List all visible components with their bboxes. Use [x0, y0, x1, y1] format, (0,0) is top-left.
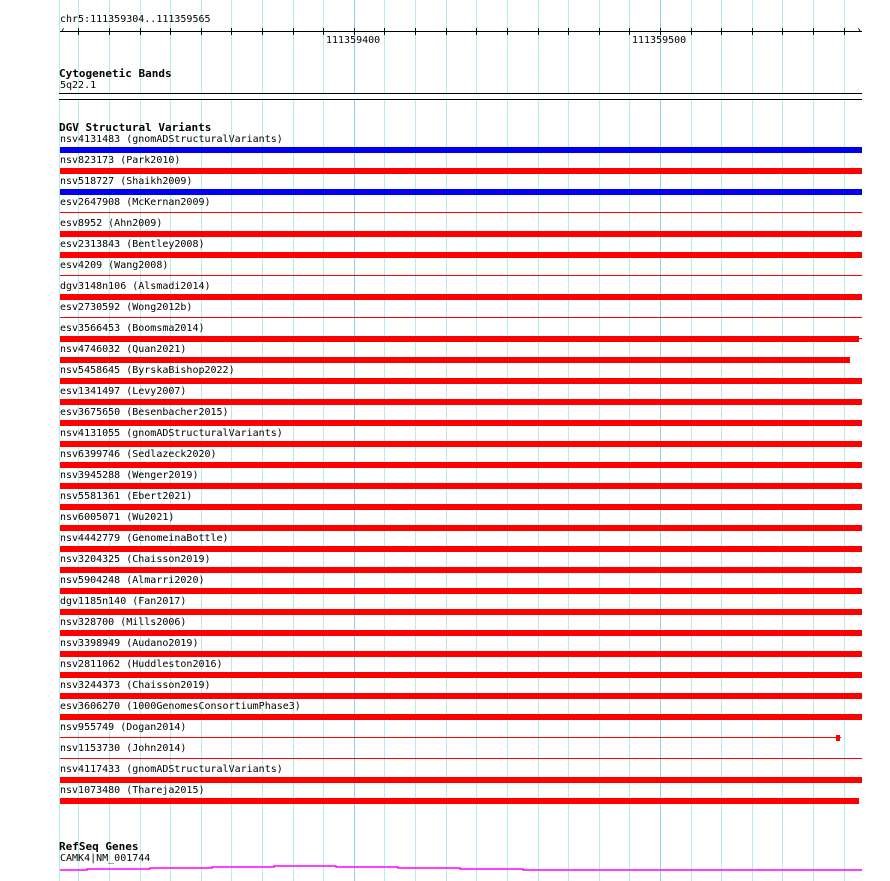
variant-block[interactable] [836, 735, 840, 741]
variant-bar[interactable] [60, 609, 862, 615]
cytoband-label: 5q22.1 [60, 80, 97, 91]
ruler-tick [293, 28, 294, 35]
ruler-tick [323, 28, 324, 35]
ruler-tick [354, 28, 355, 35]
ruler-tick [599, 28, 600, 35]
variant-bar[interactable] [60, 504, 862, 510]
variant-bar[interactable] [60, 441, 862, 447]
gene-label: CAMK4|NM_001744 [60, 853, 151, 864]
variant-bar[interactable] [60, 212, 862, 213]
variant-label[interactable]: nsv3204325 (Chaisson2019) [60, 554, 211, 565]
variant-bar[interactable] [60, 758, 862, 759]
variant-bar[interactable] [60, 378, 862, 384]
track-title: RefSeq Genes [59, 840, 139, 853]
variant-label[interactable]: nsv3244373 (Chaisson2019) [60, 680, 211, 691]
variant-label[interactable]: nsv5581361 (Ebert2021) [60, 491, 193, 502]
variant-label[interactable]: nsv6399746 (Sedlazeck2020) [60, 449, 217, 460]
location-label: chr5:111359304..111359565 [60, 14, 211, 25]
track-title: Cytogenetic Bands [59, 67, 172, 80]
ruler-tick [538, 28, 539, 35]
variant-bar[interactable] [60, 737, 841, 738]
variant-label[interactable]: nsv3945288 (Wenger2019) [60, 470, 199, 481]
ruler-tick [752, 28, 753, 35]
variant-label[interactable]: esv3566453 (Boomsma2014) [60, 323, 205, 334]
variant-bar[interactable] [60, 567, 862, 573]
ruler-tick [844, 28, 845, 35]
cytoband-bar[interactable] [59, 93, 862, 100]
ruler-tick [782, 28, 783, 35]
variant-label[interactable]: esv2647908 (McKernan2009) [60, 197, 211, 208]
variant-label[interactable]: nsv955749 (Dogan2014) [60, 722, 187, 733]
ruler-tick [231, 28, 232, 35]
variant-bar[interactable] [60, 630, 862, 636]
variant-bar[interactable] [60, 588, 862, 594]
variant-bar[interactable] [60, 231, 862, 237]
variant-label[interactable]: dgv3148n106 (Alsmadi2014) [60, 281, 211, 292]
variant-label[interactable]: esv2730592 (Wong2012b) [60, 302, 193, 313]
variant-bar[interactable] [60, 672, 862, 678]
variant-bar[interactable] [60, 420, 862, 426]
ruler-major-label: 111359500 [632, 35, 687, 46]
ruler-tick [721, 28, 722, 35]
variant-bar[interactable] [60, 483, 862, 489]
variant-label[interactable]: nsv823173 (Park2010) [60, 155, 181, 166]
variant-label[interactable]: nsv5904248 (Almarri2020) [60, 575, 205, 586]
variant-bar[interactable] [60, 651, 862, 657]
variant-bar[interactable] [60, 252, 862, 258]
variant-bar[interactable] [60, 357, 850, 363]
variant-bar[interactable] [60, 525, 862, 531]
variant-label[interactable]: nsv6005071 (Wu2021) [60, 512, 175, 523]
variant-label[interactable]: nsv1153730 (John2014) [60, 743, 187, 754]
ruler-tick [476, 28, 477, 35]
ruler-tick [140, 28, 141, 35]
variant-label[interactable]: nsv328700 (Mills2006) [60, 617, 187, 628]
variant-bar[interactable] [60, 777, 862, 783]
variant-bar[interactable] [60, 336, 859, 342]
ruler-left-arrow-icon[interactable]: ‹ [60, 25, 67, 36]
ruler-tick [813, 28, 814, 35]
variant-label[interactable]: nsv1073480 (Thareja2015) [60, 785, 205, 796]
variant-bar[interactable] [60, 399, 862, 405]
variant-bar[interactable] [60, 317, 862, 318]
variant-label[interactable]: esv4209 (Wang2008) [60, 260, 169, 271]
ruler-tick [78, 28, 79, 35]
ruler-tick [568, 28, 569, 35]
ruler-right-arrow-icon[interactable]: › [856, 25, 863, 36]
variant-bar[interactable] [60, 275, 862, 276]
ruler-tick [262, 28, 263, 35]
variant-label[interactable]: nsv4746032 (Quan2021) [60, 344, 187, 355]
variant-bar[interactable] [60, 168, 862, 174]
variant-label[interactable]: nsv4131483 (gnomADStructuralVariants) [60, 134, 283, 145]
variant-bar[interactable] [60, 714, 862, 720]
variant-bar[interactable] [60, 147, 862, 153]
variant-bar[interactable] [60, 189, 862, 195]
variant-label[interactable]: nsv4131055 (gnomADStructuralVariants) [60, 428, 283, 439]
ruler-tick [629, 28, 630, 35]
ruler-tick [201, 28, 202, 35]
variant-label[interactable]: nsv2811062 (Huddleston2016) [60, 659, 223, 670]
ruler-tick [446, 28, 447, 35]
variant-label[interactable]: nsv5458645 (ByrskaBishop2022) [60, 365, 235, 376]
variant-label[interactable]: esv1341497 (Levy2007) [60, 386, 187, 397]
variant-label[interactable]: esv8952 (Ahn2009) [60, 218, 163, 229]
ruler-tick [170, 28, 171, 35]
variant-tail [859, 338, 862, 339]
variant-bar[interactable] [60, 798, 859, 804]
ruler-tick [660, 28, 661, 35]
ruler-major-label: 111359400 [326, 35, 381, 46]
variant-label[interactable]: dgv1185n140 (Fan2017) [60, 596, 187, 607]
variant-label[interactable]: nsv3398949 (Audano2019) [60, 638, 199, 649]
variant-label[interactable]: esv2313843 (Bentley2008) [60, 239, 205, 250]
variant-label[interactable]: esv3675650 (Besenbacher2015) [60, 407, 229, 418]
variant-bar[interactable] [60, 462, 862, 468]
ruler-tick [691, 28, 692, 35]
ruler-tick [507, 28, 508, 35]
ruler-tick [415, 28, 416, 35]
variant-bar[interactable] [60, 693, 862, 699]
ruler-tick [384, 28, 385, 35]
variant-label[interactable]: nsv4442779 (GenomeinaBottle) [60, 533, 229, 544]
ruler-line [60, 31, 862, 32]
ruler-tick [109, 28, 110, 35]
variant-label[interactable]: esv3606270 (1000GenomesConsortiumPhase3) [60, 701, 301, 712]
variant-bar[interactable] [60, 294, 862, 300]
variant-label[interactable]: nsv518727 (Shaikh2009) [60, 176, 193, 187]
variant-label[interactable]: nsv4117433 (gnomADStructuralVariants) [60, 764, 283, 775]
track-title: DGV Structural Variants [59, 121, 212, 134]
gene-model[interactable] [0, 860, 890, 875]
variant-bar[interactable] [60, 546, 862, 552]
